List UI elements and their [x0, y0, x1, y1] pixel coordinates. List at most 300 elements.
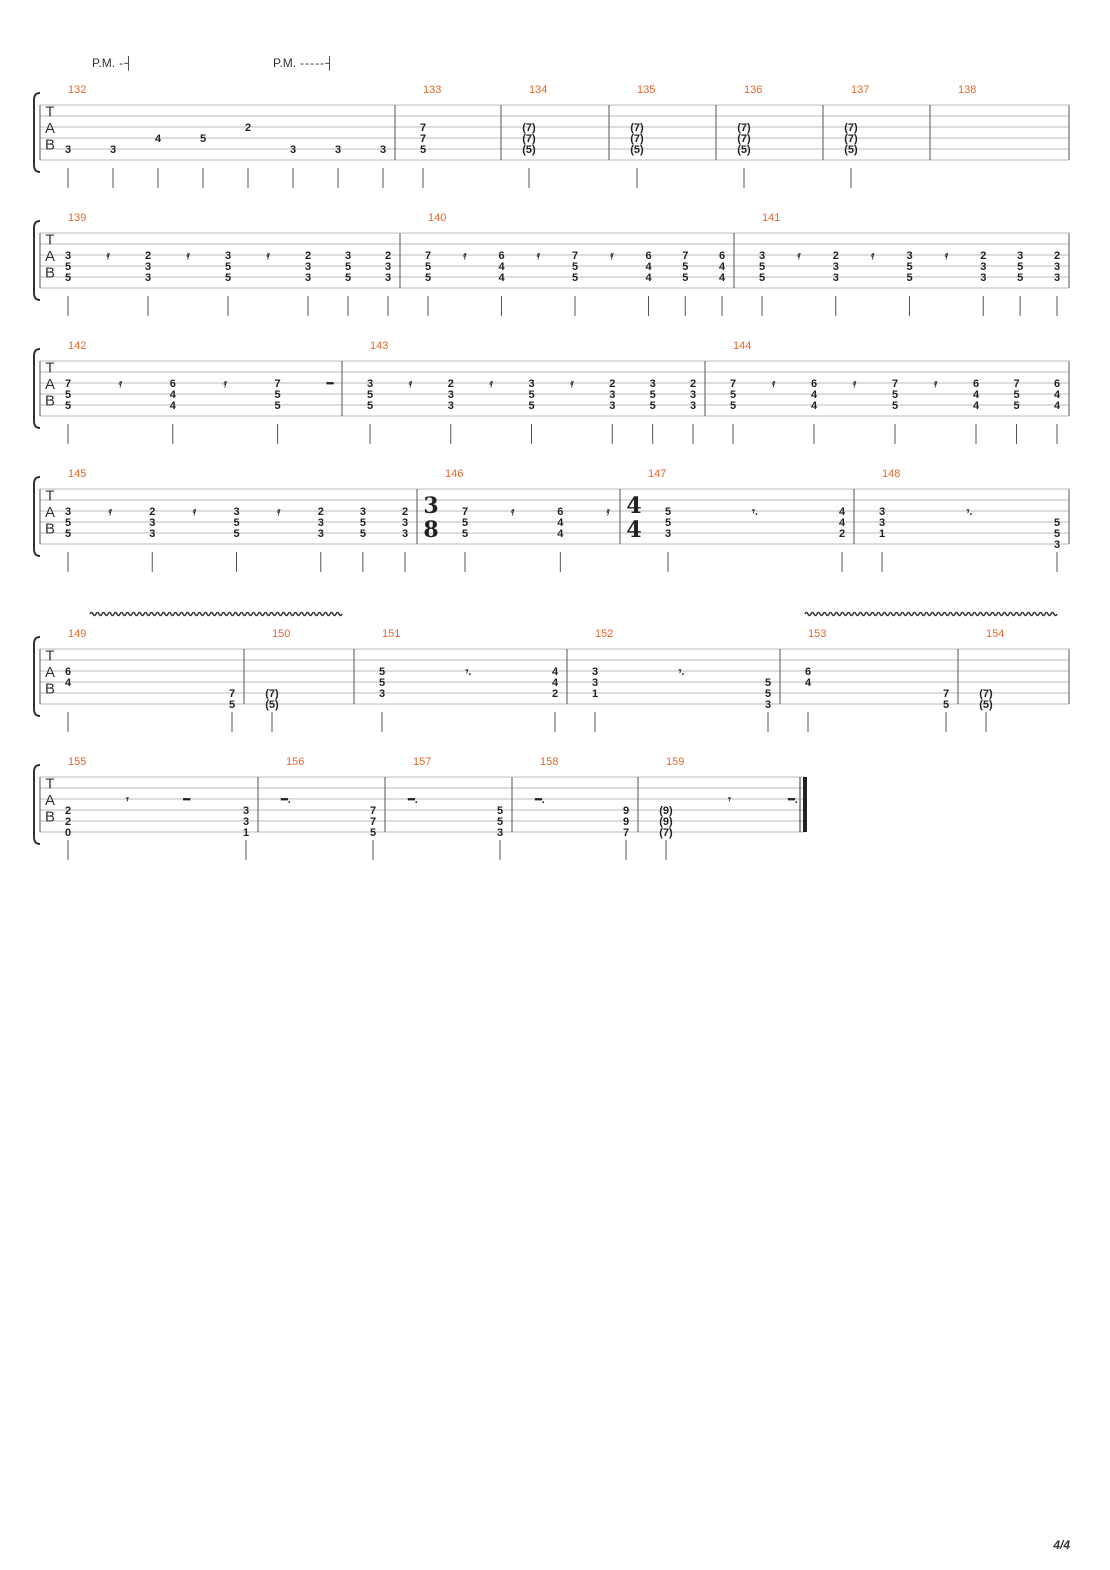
- measure-number: 138: [958, 84, 977, 96]
- fret-number: 3: [591, 677, 599, 689]
- measure-number: 148: [882, 468, 901, 480]
- fret-number: 7: [228, 688, 236, 700]
- measure-138: [958, 84, 976, 96]
- rest-symbol: 𝄿: [489, 378, 493, 390]
- fret-number: 4: [557, 517, 564, 529]
- measure-number: 159: [666, 756, 685, 768]
- fret-number: 5: [274, 400, 281, 412]
- tab-clef-letter: T: [45, 231, 55, 249]
- rest-symbol: 𝄿: [266, 250, 270, 262]
- fret-number: 2: [832, 250, 839, 262]
- fret-number: 3: [242, 805, 250, 817]
- measure-number: 134: [529, 84, 548, 96]
- fret-number: 5: [664, 517, 672, 529]
- fret-number: (7): [265, 688, 279, 700]
- fret-number: 5: [378, 666, 386, 678]
- rest-symbol: ━.: [788, 794, 798, 806]
- fret-number: 4: [551, 666, 559, 678]
- fret-number: (7): [630, 133, 644, 145]
- fret-number: 3: [447, 389, 454, 401]
- tab-clef-letter: B: [44, 680, 56, 698]
- fret-number: 3: [832, 261, 839, 273]
- measure-number: 139: [68, 212, 87, 224]
- fret-number: 3: [1053, 539, 1061, 551]
- fret-number: 3: [233, 506, 240, 518]
- fret-number: 5: [1053, 517, 1061, 529]
- fret-number: 2: [838, 528, 846, 540]
- fret-number: 6: [498, 250, 505, 262]
- fret-number: 3: [980, 261, 987, 273]
- tab-clef-letter: A: [44, 664, 56, 681]
- fret-number: 4: [64, 677, 72, 689]
- fret-number: 2: [64, 805, 72, 817]
- fret-number: 4: [718, 272, 726, 284]
- fret-number: 3: [1053, 261, 1061, 273]
- fret-number: 5: [359, 517, 366, 529]
- rest-symbol: 𝄾.: [465, 666, 472, 678]
- fret-number: 7: [369, 816, 377, 828]
- fret-number: 3: [64, 506, 72, 518]
- fret-number: 4: [810, 400, 818, 412]
- fret-number: 7: [274, 378, 281, 390]
- fret-number: 5: [64, 389, 72, 401]
- fret-number: 4: [972, 400, 980, 412]
- fret-number: 5: [344, 261, 352, 273]
- rest-symbol: 𝄿: [570, 378, 574, 390]
- measure-149: [65, 628, 235, 732]
- fret-number: 3: [359, 506, 366, 518]
- fret-number: 7: [942, 688, 950, 700]
- measure-number: 154: [986, 628, 1005, 640]
- measure-152: [592, 628, 771, 732]
- fret-number: 2: [447, 378, 454, 390]
- fret-number: 3: [379, 144, 387, 156]
- fret-number: 5: [496, 805, 504, 817]
- fret-number: 5: [764, 677, 772, 689]
- fret-number: 3: [1053, 272, 1061, 284]
- measure-136: [737, 84, 762, 188]
- fret-number: 4: [838, 506, 846, 518]
- fret-number: 3: [144, 261, 152, 273]
- fret-number: 5: [664, 506, 672, 518]
- fret-number: 2: [384, 250, 392, 262]
- fret-number: 4: [1053, 400, 1061, 412]
- tab-clef-letter: T: [45, 647, 55, 665]
- rest-symbol: 𝄿: [106, 250, 110, 262]
- measure-number: 144: [733, 340, 752, 352]
- fret-number: 3: [447, 400, 454, 412]
- fret-number: 3: [109, 144, 117, 156]
- measure-number: 156: [286, 756, 305, 768]
- final-barline-thick: [803, 777, 807, 832]
- fret-number: 5: [199, 133, 207, 145]
- fret-number: 2: [609, 378, 616, 390]
- fret-number: 3: [149, 517, 156, 529]
- fret-number: 5: [571, 272, 579, 284]
- fret-number: (9): [659, 805, 673, 817]
- rest-symbol: 𝄿: [797, 250, 801, 262]
- fret-number: 5: [378, 677, 386, 689]
- fret-number: 2: [304, 250, 312, 262]
- measure-151: [379, 628, 559, 732]
- measure-number: 142: [68, 340, 87, 352]
- fret-number: 5: [64, 272, 72, 284]
- fret-number: 3: [591, 666, 599, 678]
- rest-symbol: 𝄿: [192, 506, 197, 518]
- time-signature-bottom: 4: [626, 517, 642, 543]
- measure-137: [844, 84, 869, 188]
- fret-number: 3: [317, 517, 324, 529]
- tab-clef-letter: B: [44, 392, 56, 410]
- rest-symbol: 𝄿: [606, 506, 610, 518]
- fret-number: 4: [1053, 389, 1061, 401]
- fret-number: 5: [369, 827, 377, 839]
- tab-clef-letter: B: [44, 520, 56, 538]
- fret-number: 0: [64, 827, 72, 839]
- measure-133: [420, 84, 441, 188]
- rest-symbol: 𝄿: [944, 250, 949, 262]
- rest-symbol: 𝄾.: [678, 666, 685, 678]
- measure-number: 149: [68, 628, 87, 640]
- fret-number: 3: [832, 272, 839, 284]
- fret-number: 3: [242, 816, 250, 828]
- fret-number: 3: [664, 528, 672, 540]
- fret-number: (7): [522, 122, 536, 134]
- fret-number: 4: [551, 677, 559, 689]
- fret-number: 5: [649, 389, 656, 401]
- fret-number: 5: [682, 261, 689, 273]
- measure-154: [979, 628, 1004, 732]
- fret-number: 5: [344, 272, 352, 284]
- fret-number: 5: [729, 389, 737, 401]
- tab-system: [34, 340, 1069, 444]
- palm-mute-label: P.M.: [92, 56, 116, 70]
- fret-number: 3: [980, 272, 987, 284]
- time-signature-bottom: 8: [423, 517, 439, 543]
- fret-number: 5: [906, 261, 913, 273]
- fret-number: 3: [401, 528, 409, 540]
- measure-number: 133: [423, 84, 442, 96]
- measure-number: 140: [428, 212, 447, 224]
- measure-number: 136: [744, 84, 763, 96]
- fret-number: 5: [64, 517, 72, 529]
- rest-symbol: ━.: [281, 794, 291, 806]
- fret-number: 4: [498, 272, 505, 284]
- fret-number: 6: [645, 250, 652, 262]
- fret-number: 5: [571, 261, 579, 273]
- fret-number: 3: [384, 272, 392, 284]
- fret-number: 7: [419, 122, 427, 134]
- fret-number: 1: [591, 688, 599, 700]
- measure-number: 151: [382, 628, 401, 640]
- fret-number: 5: [64, 528, 72, 540]
- measure-148: [879, 468, 1060, 572]
- measure-144: [730, 340, 1061, 444]
- fret-number: 3: [317, 528, 324, 540]
- fret-number: 3: [384, 261, 392, 273]
- measure-147: [626, 468, 846, 572]
- fret-number: 5: [461, 517, 469, 529]
- page-number: 4/4: [1053, 1538, 1070, 1552]
- measure-number: 152: [595, 628, 614, 640]
- fret-number: 6: [810, 378, 818, 390]
- tab-system: [34, 468, 1069, 572]
- fret-number: 5: [649, 400, 656, 412]
- fret-number: 9: [622, 816, 630, 828]
- fret-number: 6: [1053, 378, 1061, 390]
- fret-number: 5: [224, 272, 232, 284]
- measure-number: 146: [445, 468, 464, 480]
- rest-symbol: 𝄾: [125, 794, 129, 806]
- fret-number: 5: [419, 144, 427, 156]
- fret-number: 5: [906, 272, 913, 284]
- fret-number: 5: [891, 389, 899, 401]
- measure-number: 143: [370, 340, 389, 352]
- fret-number: 7: [729, 378, 737, 390]
- measure-157: [407, 756, 503, 860]
- tab-system: [34, 756, 807, 860]
- fret-number: (7): [844, 133, 858, 145]
- tab-clef-letter: B: [44, 264, 56, 282]
- measure-number: 158: [540, 756, 559, 768]
- fret-number: 3: [878, 517, 886, 529]
- system-bracket: [34, 221, 40, 300]
- measure-140: [425, 212, 726, 316]
- rest-symbol: 𝄾: [728, 794, 731, 806]
- system-bracket: [34, 765, 40, 844]
- fret-number: 3: [378, 688, 386, 700]
- fret-number: 5: [424, 261, 432, 273]
- measure-159: [659, 756, 798, 860]
- rest-symbol: 𝄿: [463, 250, 467, 262]
- fret-number: 2: [401, 506, 409, 518]
- fret-number: 3: [64, 250, 72, 262]
- rest-symbol: 𝄿: [408, 378, 413, 390]
- fret-number: 5: [528, 400, 535, 412]
- tab-system: [34, 84, 1069, 188]
- fret-number: 5: [891, 400, 899, 412]
- measure-number: 141: [762, 212, 781, 224]
- tab-clef-letter: A: [44, 376, 56, 393]
- rest-symbol: ━: [326, 378, 334, 390]
- fret-number: 4: [169, 400, 176, 412]
- fret-number: 2: [64, 816, 72, 828]
- measure-number: 132: [68, 84, 87, 96]
- fret-number: 5: [1013, 400, 1020, 412]
- measure-number: 147: [648, 468, 667, 480]
- fret-number: 7: [1013, 378, 1020, 390]
- fret-number: (7): [844, 122, 858, 134]
- fret-number: 3: [149, 528, 156, 540]
- fret-number: (7): [737, 133, 751, 145]
- fret-number: 2: [144, 250, 152, 262]
- fret-number: (7): [630, 122, 644, 134]
- fret-number: 4: [498, 261, 505, 273]
- fret-number: 6: [718, 250, 726, 262]
- tab-clef-letter: T: [45, 103, 55, 121]
- time-signature-top: 3: [423, 493, 439, 519]
- fret-number: 4: [718, 261, 726, 273]
- fret-number: 3: [758, 250, 766, 262]
- time-signature-top: 4: [626, 493, 642, 519]
- fret-number: 3: [289, 144, 297, 156]
- measure-153: [805, 628, 949, 732]
- fret-number: 5: [758, 272, 766, 284]
- fret-number: 6: [972, 378, 980, 390]
- fret-number: 3: [528, 378, 535, 390]
- fret-number: 5: [461, 528, 469, 540]
- fret-number: 2: [551, 688, 559, 700]
- fret-number: 7: [891, 378, 899, 390]
- measure-139: [65, 212, 391, 316]
- fret-number: 3: [64, 144, 72, 156]
- fret-number: 3: [689, 389, 697, 401]
- tab-clef-letter: B: [44, 136, 56, 154]
- fret-number: 2: [980, 250, 987, 262]
- measure-134: [522, 84, 547, 188]
- fret-number: 3: [144, 272, 152, 284]
- tab-clef-letter: T: [45, 359, 55, 377]
- fret-number: 7: [64, 378, 72, 390]
- rest-symbol: 𝄿: [118, 378, 123, 390]
- fret-number: 7: [622, 827, 630, 839]
- fret-number: 5: [366, 400, 374, 412]
- fret-number: 4: [838, 517, 846, 529]
- fret-number: 3: [304, 272, 312, 284]
- rest-symbol: 𝄿: [870, 250, 875, 262]
- fret-number: 2: [149, 506, 156, 518]
- fret-number: 3: [366, 378, 374, 390]
- measure-number: 153: [808, 628, 827, 640]
- tab-clef-letter: A: [44, 504, 56, 521]
- fret-number: 3: [906, 250, 913, 262]
- fret-number: 5: [224, 261, 232, 273]
- fret-number: 7: [571, 250, 579, 262]
- fret-number: 4: [810, 389, 818, 401]
- vibrato-line: [90, 613, 342, 616]
- measure-146: [423, 468, 610, 572]
- rest-symbol: ━.: [408, 794, 418, 806]
- system-bracket: [34, 93, 40, 172]
- measure-158: [534, 756, 629, 860]
- fret-number: 5: [942, 699, 950, 711]
- fret-number: (9): [659, 816, 673, 828]
- vibrato-line: [805, 613, 1057, 616]
- fret-number: 5: [528, 389, 535, 401]
- fret-number: 1: [242, 827, 250, 839]
- fret-number: 3: [401, 517, 409, 529]
- measure-145: [65, 468, 408, 572]
- rest-symbol: 𝄿: [771, 378, 776, 390]
- fret-number: 3: [878, 506, 886, 518]
- fret-number: 5: [64, 400, 72, 412]
- fret-number: 5: [1017, 261, 1024, 273]
- system-bracket: [34, 637, 40, 716]
- measure-135: [630, 84, 655, 188]
- fret-number: 3: [344, 250, 352, 262]
- fret-number: 2: [317, 506, 324, 518]
- palm-mute-label: P.M.: [273, 56, 297, 70]
- fret-number: (5): [630, 144, 644, 156]
- rest-symbol: 𝄿: [223, 378, 227, 390]
- fret-number: 3: [304, 261, 312, 273]
- rest-symbol: 𝄿: [536, 250, 540, 262]
- palm-mute-extension: -┤: [119, 56, 134, 70]
- fret-number: 5: [366, 389, 374, 401]
- fret-number: 7: [419, 133, 427, 145]
- fret-number: 5: [1053, 528, 1061, 540]
- tab-clef-letter: T: [45, 775, 55, 793]
- rest-symbol: ━.: [535, 794, 545, 806]
- fret-number: 3: [496, 827, 504, 839]
- fret-number: 5: [233, 517, 240, 529]
- rest-symbol: 𝄿: [108, 506, 112, 518]
- fret-number: 5: [228, 699, 236, 711]
- measure-number: 137: [851, 84, 870, 96]
- fret-number: 2: [244, 122, 252, 134]
- fret-number: 9: [622, 805, 630, 817]
- measure-number: 145: [68, 468, 87, 480]
- tab-system: [34, 628, 1069, 732]
- tab-clef-letter: A: [44, 792, 56, 809]
- fret-number: 5: [1017, 272, 1024, 284]
- fret-number: 5: [682, 272, 689, 284]
- fret-number: 3: [649, 378, 656, 390]
- fret-number: 5: [729, 400, 737, 412]
- fret-number: 6: [64, 666, 72, 678]
- fret-number: 5: [424, 272, 432, 284]
- fret-number: 2: [1053, 250, 1061, 262]
- fret-number: (5): [265, 699, 279, 711]
- fret-number: 7: [461, 506, 469, 518]
- tab-clef-letter: A: [44, 120, 56, 137]
- measure-number: 157: [413, 756, 432, 768]
- fret-number: 6: [804, 666, 812, 678]
- fret-number: 5: [274, 389, 281, 401]
- fret-number: 5: [758, 261, 766, 273]
- fret-number: 5: [1013, 389, 1020, 401]
- fret-number: 4: [645, 261, 652, 273]
- system-bracket: [34, 349, 40, 428]
- measure-142: [65, 340, 334, 444]
- rest-symbol: 𝄾.: [966, 506, 973, 518]
- fret-number: 1: [878, 528, 886, 540]
- fret-number: 3: [689, 400, 697, 412]
- fret-number: 3: [334, 144, 342, 156]
- fret-number: (7): [979, 688, 993, 700]
- fret-number: 4: [154, 133, 162, 145]
- fret-number: (5): [979, 699, 993, 711]
- rest-symbol: 𝄾.: [752, 506, 758, 518]
- measure-132: [65, 84, 386, 188]
- fret-number: 7: [424, 250, 432, 262]
- rest-symbol: 𝄿: [276, 506, 281, 518]
- fret-number: (7): [659, 827, 673, 839]
- fret-number: (7): [522, 133, 536, 145]
- fret-number: (5): [737, 144, 751, 156]
- fret-number: 3: [609, 400, 616, 412]
- fret-number: 3: [609, 389, 616, 401]
- measure-141: [759, 212, 1060, 316]
- fret-number: (5): [522, 144, 536, 156]
- fret-number: 4: [645, 272, 652, 284]
- tab-clef-letter: A: [44, 248, 56, 265]
- system-bracket: [34, 477, 40, 556]
- fret-number: 7: [682, 250, 689, 262]
- rest-symbol: 𝄿: [610, 250, 614, 262]
- fret-number: 4: [557, 528, 564, 540]
- fret-number: 4: [169, 389, 176, 401]
